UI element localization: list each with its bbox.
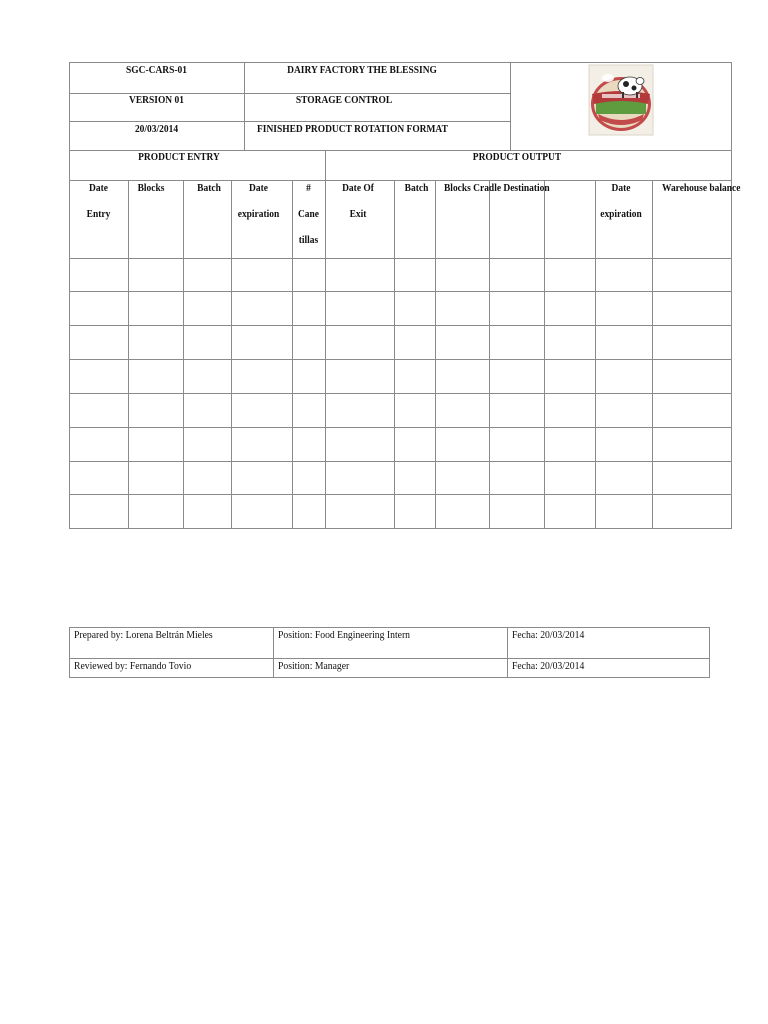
- prepared-by: Prepared by: Lorena Beltrán Mieles: [74, 629, 213, 641]
- table-border-top: [69, 62, 732, 63]
- col-blocks: Blocks: [137, 182, 165, 194]
- col-date-of-exit: Date Of: [342, 182, 374, 194]
- col-date-of-exit: Exit: [349, 208, 367, 220]
- table-line: [69, 359, 732, 360]
- table-line: [435, 180, 436, 529]
- table-line: [128, 180, 129, 529]
- col-date-expiration-output: expiration: [600, 208, 642, 220]
- section-product-output: PRODUCT OUTPUT: [472, 151, 562, 163]
- col-batch: Batch: [197, 182, 221, 194]
- table-line: [544, 180, 545, 529]
- table-line: [325, 150, 326, 529]
- document-code: SGC-CARS-01: [126, 64, 187, 76]
- prepared-date: Fecha: 20/03/2014: [512, 629, 585, 641]
- table-line: [652, 180, 653, 529]
- table-line: [69, 180, 732, 181]
- col-warehouse-balance: Warehouse balance: [662, 182, 741, 194]
- col-date-expiration-output: Date: [611, 182, 631, 194]
- table-line: [244, 62, 245, 150]
- table-line: [595, 180, 596, 529]
- dairy-cow-logo-icon: [588, 64, 654, 136]
- col-date-expiration: expiration: [237, 208, 280, 220]
- col-date-expiration: Date: [249, 182, 268, 194]
- table-line: [69, 677, 710, 678]
- table-line: [394, 180, 395, 529]
- table-line: [69, 393, 732, 394]
- table-line: [69, 494, 732, 495]
- table-line: [709, 627, 710, 678]
- table-line: [69, 427, 732, 428]
- col-batch-output: Batch: [404, 182, 429, 194]
- table-line: [69, 121, 510, 122]
- col-date-entry: Date: [89, 182, 108, 194]
- col-canes: #: [306, 182, 311, 194]
- reviewed-date: Fecha: 20/03/2014: [512, 660, 585, 672]
- table-border-left: [69, 62, 70, 529]
- section-product-entry: PRODUCT ENTRY: [138, 151, 220, 163]
- table-line: [69, 627, 710, 628]
- table-border-right: [731, 62, 732, 529]
- document-version: VERSION 01: [129, 94, 184, 106]
- col-blocks-cradle-destination: Blocks Cradle Destination: [444, 182, 550, 194]
- table-line: [292, 180, 293, 529]
- col-canes: tillas: [298, 234, 319, 246]
- reviewed-position: Position: Manager: [278, 660, 350, 672]
- table-line: [69, 627, 70, 678]
- table-line: [489, 180, 490, 529]
- company-name: DAIRY FACTORY THE BLESSING: [287, 64, 437, 76]
- table-line: [507, 627, 508, 678]
- reviewed-by: Reviewed by: Fernando Tovio: [74, 660, 192, 672]
- format-title: FINISHED PRODUCT ROTATION FORMAT: [257, 123, 448, 135]
- table-line: [69, 291, 732, 292]
- col-canes: Cane: [297, 208, 320, 220]
- table-line: [273, 627, 274, 678]
- table-line: [69, 658, 710, 659]
- department-title: STORAGE CONTROL: [295, 94, 393, 106]
- table-line: [69, 258, 732, 259]
- table-line: [183, 180, 184, 529]
- table-line: [231, 180, 232, 529]
- table-line: [510, 62, 511, 150]
- prepared-position: Position: Food Engineering Intern: [278, 629, 411, 641]
- table-border-bottom: [69, 528, 732, 529]
- document-date: 20/03/2014: [134, 123, 179, 135]
- table-line: [69, 461, 732, 462]
- col-date-entry: Entry: [86, 208, 111, 220]
- table-line: [69, 325, 732, 326]
